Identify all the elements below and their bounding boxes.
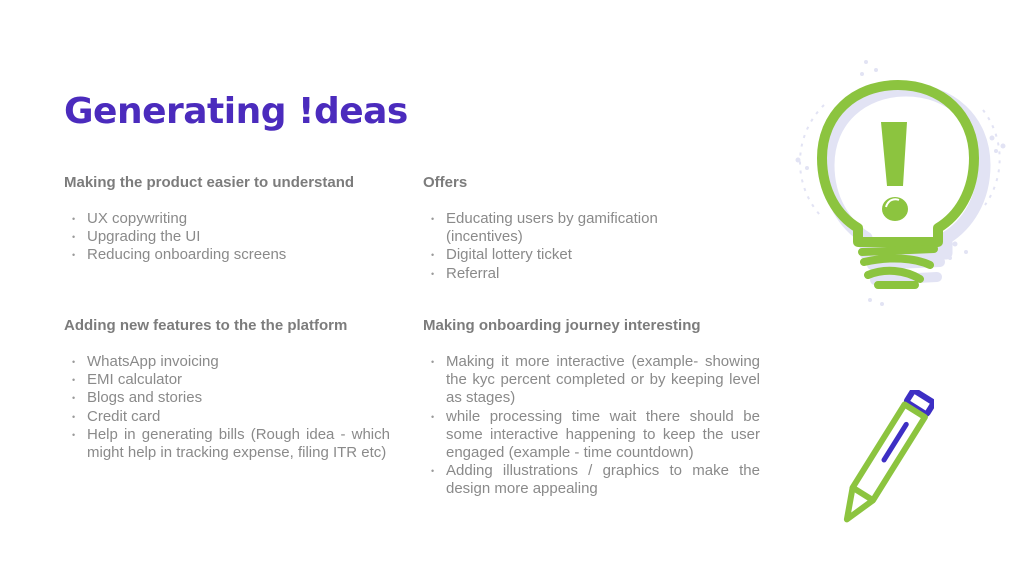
section-heading: Offers	[423, 174, 468, 191]
section-heading: Adding new features to the the platform	[64, 317, 348, 334]
list-item: • Digital lottery ticket	[423, 246, 723, 264]
list-item: • Help in generating bills (Rough idea - which might help in tracking expense, filing ITR etc)	[64, 426, 390, 462]
list-item: • Making it more interactive (example- showing the kyc percent completed or by keeping level as stages)	[423, 353, 760, 408]
list-item: • Upgrading the UI	[64, 228, 394, 246]
section-onboarding-journey	[423, 317, 760, 499]
list-item: • Blogs and stories	[64, 389, 390, 407]
list-item: • Adding illustrations / graphics to make the design more appealing	[423, 462, 760, 498]
list-item: • while processing time wait there should be some interactive happening to keep the user engaged (example - time countdown)	[423, 408, 760, 463]
pencil-tip	[837, 488, 873, 526]
exclamation-bar	[881, 122, 907, 186]
section-heading: Making the product easier to understand	[64, 174, 355, 191]
section-heading: Making onboarding journey interesting	[423, 317, 701, 334]
bullet-list	[423, 353, 760, 499]
list-item: • Reducing onboarding screens	[64, 246, 394, 264]
list-item: • UX copywriting	[64, 210, 394, 228]
section-new-features	[64, 317, 390, 462]
section-easier-to-understand	[64, 174, 394, 265]
lightbulb-exclamation-icon	[788, 56, 1010, 308]
section-offers	[423, 174, 723, 283]
pencil-icon	[830, 390, 934, 530]
exclamation-dot	[882, 197, 908, 221]
page-title: Generating !deas	[64, 91, 408, 132]
list-item: • Educating users by gamification (incentives)	[423, 210, 723, 246]
bullet-list	[64, 210, 394, 265]
list-item: • Credit card	[64, 408, 390, 426]
bullet-list	[64, 353, 390, 462]
list-item: • EMI calculator	[64, 371, 390, 389]
list-item: • WhatsApp invoicing	[64, 353, 390, 371]
bullet-list	[423, 210, 723, 283]
list-item: • Referral	[423, 265, 723, 283]
